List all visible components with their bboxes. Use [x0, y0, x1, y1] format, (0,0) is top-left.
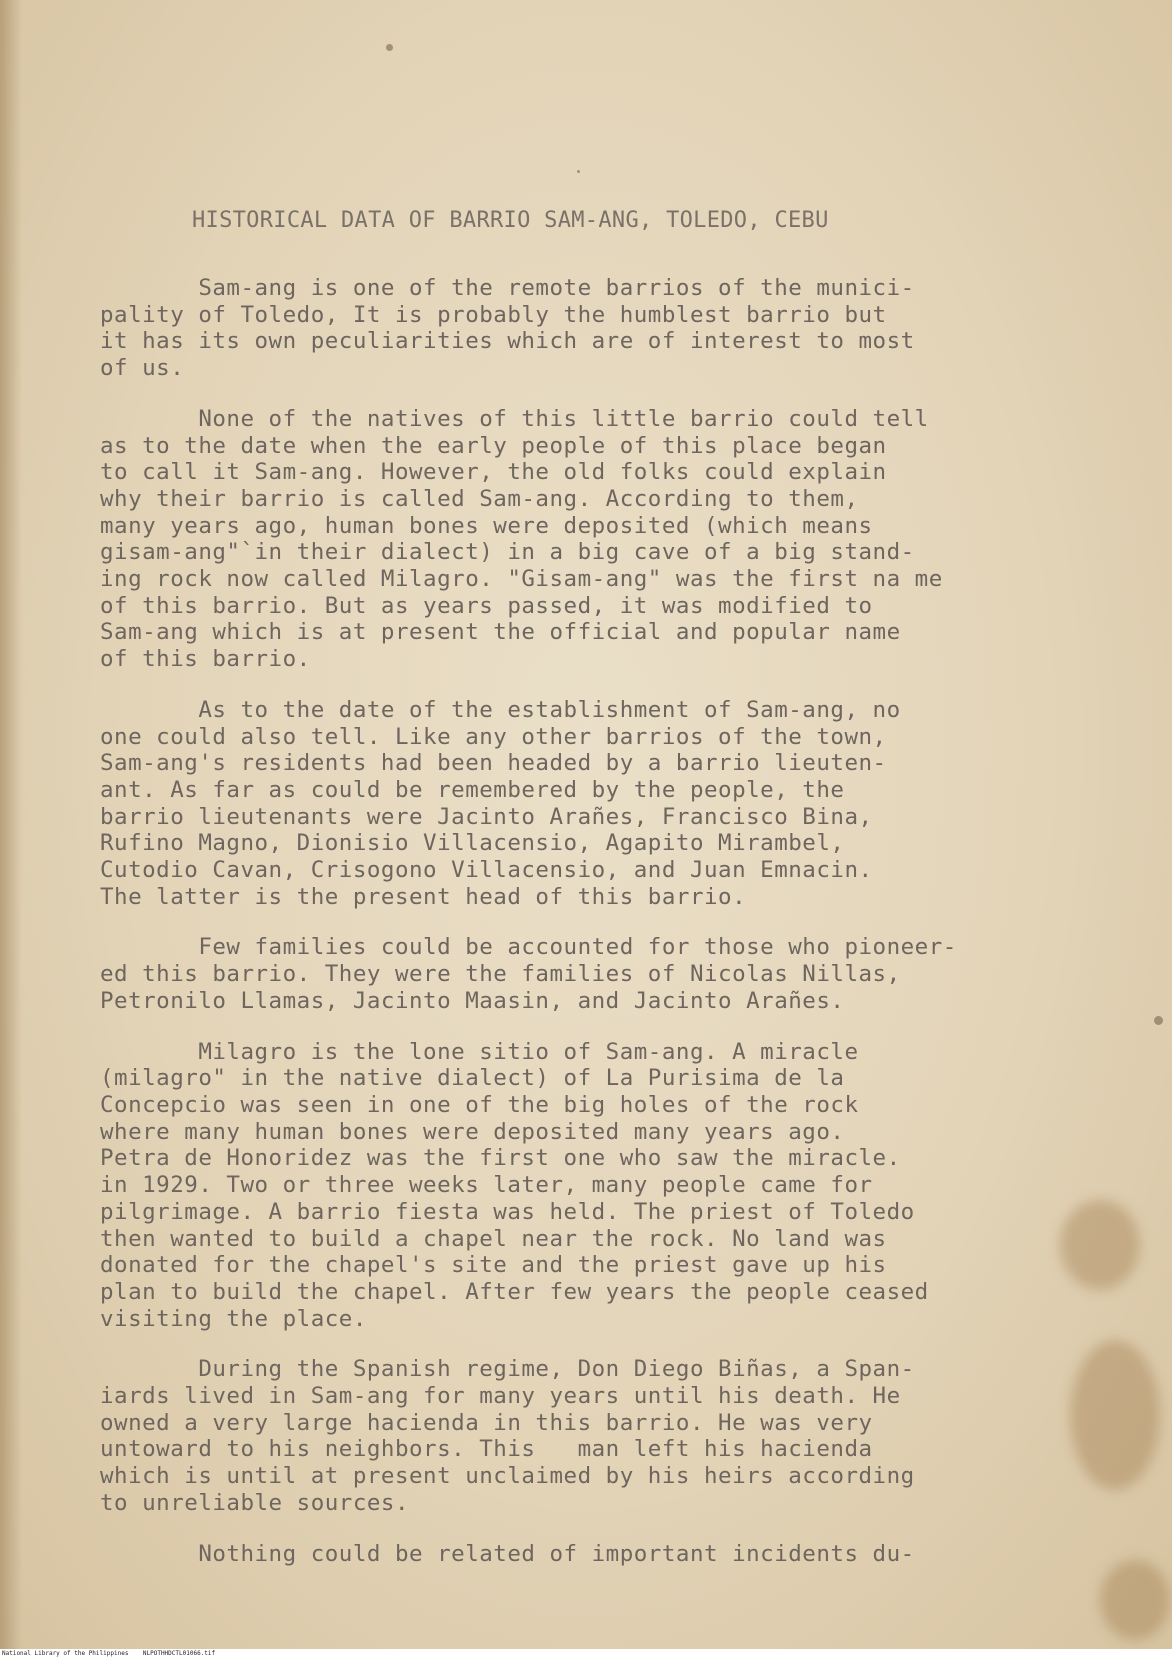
- text-line: then wanted to build a chapel near the rock. No land was: [100, 1225, 887, 1252]
- text-line: as to the date when the early people of this place began: [100, 432, 887, 459]
- text-line: one could also tell. Like any other barrios of the town,: [100, 723, 887, 750]
- text-line: it has its own peculiarities which are of interest to most: [100, 328, 915, 355]
- text-line: where many human bones were deposited many years ago.: [100, 1118, 845, 1145]
- stain-bottom-right: [1100, 1560, 1170, 1640]
- paragraphs-container: [100, 275, 1080, 1567]
- scan-footer: National Library of the Philippines NLPOTHHDCTL01066.tif: [0, 1649, 1172, 1658]
- paper-left-edge-shadow: [0, 0, 22, 1650]
- paragraph: [100, 1039, 1080, 1333]
- text-line: pality of Toledo, It is probably the humblest barrio but: [100, 301, 887, 328]
- text-line: barrio lieutenants were Jacinto Arañes, Francisco Bina,: [100, 803, 873, 830]
- text-line: Few families could be accounted for those who pioneer-: [100, 934, 957, 961]
- text-line: The latter is the present head of this barrio.: [100, 883, 747, 910]
- text-line: ant. As far as could be remembered by the people, the: [100, 776, 845, 803]
- text-line: ed this barrio. They were the families of Nicolas Nillas,: [100, 961, 901, 988]
- text-line: donated for the chapel's site and the priest gave up his: [100, 1252, 887, 1279]
- text-line: Milagro is the lone sitio of Sam-ang. A miracle: [100, 1038, 859, 1065]
- speck-right: [1154, 1016, 1163, 1025]
- text-line: pilgrimage. A barrio fiesta was held. The priest of Toledo: [100, 1198, 915, 1225]
- text-line: why their barrio is called Sam-ang. According to them,: [100, 485, 859, 512]
- text-line: in 1929. Two or three weeks later, many people came for: [100, 1172, 873, 1199]
- text-line: ing rock now called Milagro. "Gisam-ang" was the first na me: [100, 566, 943, 593]
- stain-right-2: [1070, 1340, 1160, 1490]
- text-line: owned a very large hacienda in this barrio. He was very: [100, 1409, 873, 1436]
- text-line: many years ago, human bones were deposited (which means: [100, 512, 873, 539]
- text-line: untoward to his neighbors. This man left his hacienda: [100, 1436, 873, 1463]
- text-line: Sam-ang's residents had been headed by a barrio lieuten-: [100, 750, 887, 777]
- text-line: Nothing could be related of important incidents du-: [100, 1540, 915, 1567]
- text-line: gisam-ang"`in their dialect) in a big cave of a big stand-: [100, 539, 915, 566]
- text-line: Concepcio was seen in one of the big holes of the rock: [100, 1091, 859, 1118]
- paragraph: [100, 1356, 1080, 1516]
- text-line: (milagro" in the native dialect) of La Purisima de la: [100, 1065, 845, 1092]
- text-line: Rufino Magno, Dionisio Villacensio, Agapito Mirambel,: [100, 830, 845, 857]
- text-line: Petronilo Llamas, Jacinto Maasin, and Jacinto Arañes.: [100, 987, 845, 1014]
- speck-top: [386, 44, 393, 51]
- text-line: During the Spanish regime, Don Diego Biñas, a Span-: [100, 1356, 915, 1383]
- text-line: Sam-ang which is at present the official and popular name: [100, 619, 901, 646]
- document-body: [100, 208, 1080, 1591]
- text-line: Petra de Honoridez was the first one who saw the miracle.: [100, 1145, 901, 1172]
- paragraph: [100, 934, 1080, 1014]
- speck-dot: [577, 170, 580, 173]
- text-line: Sam-ang is one of the remote barrios of the munici-: [100, 275, 915, 301]
- paragraph: [100, 1541, 1080, 1568]
- text-line: plan to build the chapel. After few years the people ceased: [100, 1278, 929, 1305]
- text-line: which is until at present unclaimed by his heirs according: [100, 1463, 915, 1490]
- text-line: visiting the place.: [100, 1305, 367, 1332]
- text-line: of this barrio.: [100, 646, 311, 673]
- paragraph: [100, 275, 1080, 382]
- text-line: None of the natives of this little barrio could tell: [100, 405, 929, 432]
- text-line: of us.: [100, 355, 185, 382]
- paragraph: [100, 697, 1080, 911]
- text-line: iards lived in Sam-ang for many years until his death. He: [100, 1383, 901, 1410]
- text-line: Cutodio Cavan, Crisogono Villacensio, and Juan Emnacin.: [100, 857, 873, 884]
- text-line: to call it Sam-ang. However, the old folks could explain: [100, 459, 887, 486]
- paragraph: [100, 406, 1080, 673]
- text-line: of this barrio. But as years passed, it was modified to: [100, 592, 873, 619]
- text-line: As to the date of the establishment of Sam-ang, no: [100, 696, 901, 723]
- text-line: to unreliable sources.: [100, 1489, 410, 1516]
- document-title: HISTORICAL DATA OF BARRIO SAM-ANG, TOLEDO, CEBU: [192, 208, 829, 233]
